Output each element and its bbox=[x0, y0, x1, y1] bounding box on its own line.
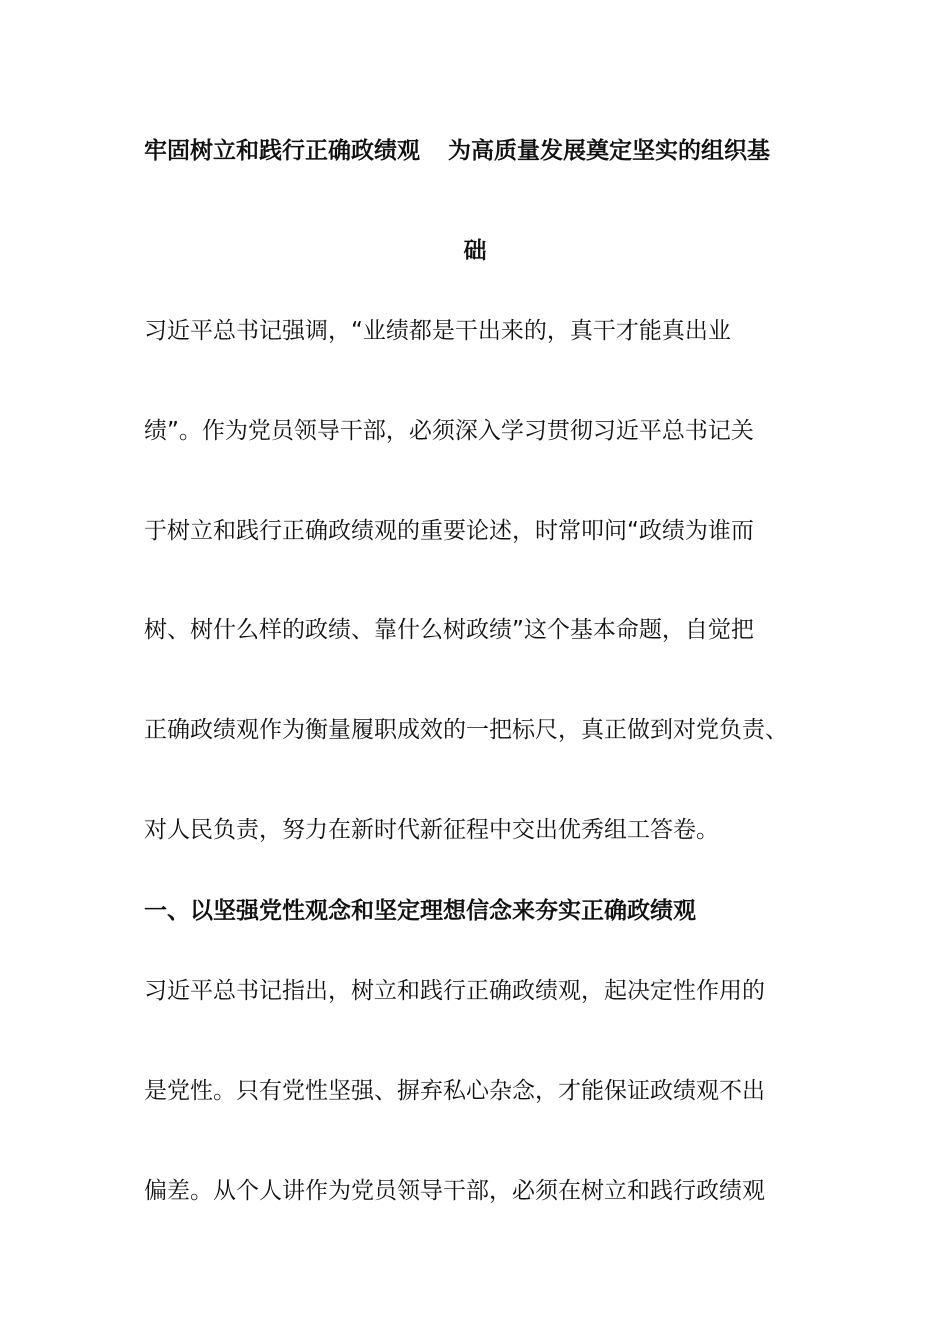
section-1-line-3: 偏差。从个人讲作为党员领导干部，必须在树立和践行政绩观 bbox=[144, 1178, 765, 1204]
title-part-2: 为高质量发展奠定坚实的组织基 bbox=[448, 138, 770, 164]
intro-line-5: 正确政绩观作为衡量履职成效的一把标尺，真正做到对党负责、 bbox=[144, 717, 788, 743]
document-title-line-2: 础 bbox=[463, 238, 487, 264]
document-title-line-1 bbox=[144, 136, 814, 166]
intro-line-1: 习近平总书记强调，“业绩都是干出来的，真干才能真出业 bbox=[144, 318, 731, 344]
intro-line-2: 绩”。作为党员领导干部，必须深入学习贯彻习近平总书记关 bbox=[144, 418, 754, 444]
section-1-line-2: 是党性。只有党性坚强、摒弃私心杂念，才能保证政绩观不出 bbox=[144, 1078, 765, 1104]
section-1-line-1: 习近平总书记指出，树立和践行正确政绩观，起决定性作用的 bbox=[144, 978, 765, 1004]
intro-line-3: 于树立和践行正确政绩观的重要论述，时常叩问“政绩为谁而 bbox=[144, 518, 754, 544]
intro-line-6: 对人民负责，努力在新时代新征程中交出优秀组工答卷。 bbox=[144, 817, 719, 843]
intro-line-4: 树、树什么样的政绩、靠什么树政绩”这个基本命题，自觉把 bbox=[144, 617, 754, 643]
section-1-heading: 一、以坚强党性观念和坚定理想信念来夯实正确政绩观 bbox=[144, 898, 696, 924]
title-part-1: 牢固树立和践行正确政绩观 bbox=[144, 138, 420, 164]
